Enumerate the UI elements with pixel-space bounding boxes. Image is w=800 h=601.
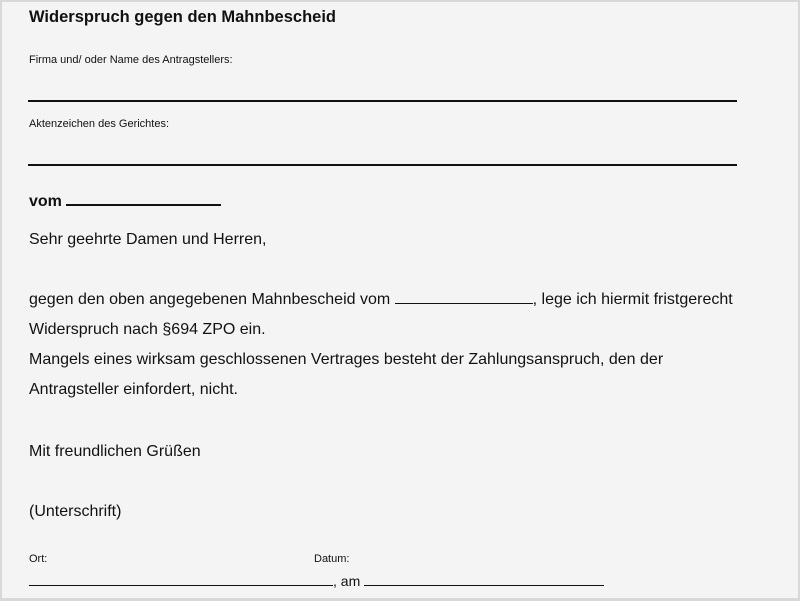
paragraph1-line1 <box>29 291 733 309</box>
place-date-row <box>29 573 604 589</box>
date-blank[interactable] <box>364 573 604 586</box>
para1-text-a: gegen den oben angegebenen Mahnbescheid vom <box>29 291 391 308</box>
place-blank[interactable] <box>29 573 333 586</box>
date-label: Datum: <box>314 553 350 565</box>
court-ref-field-line[interactable] <box>28 164 737 166</box>
court-ref-label: Aktenzeichen des Gerichtes: <box>29 118 170 130</box>
am-label: , am <box>333 573 361 589</box>
para1-text-b: , lege ich hiermit fristgerecht <box>532 291 733 308</box>
paragraph1-line2: Widerspruch nach §694 ZPO ein. <box>29 321 266 338</box>
applicant-field-line[interactable] <box>28 100 737 102</box>
vom-date-blank[interactable] <box>66 190 221 206</box>
vom-row <box>29 190 221 211</box>
place-label: Ort: <box>29 553 48 565</box>
paragraph2-line2: Antragsteller einfordert, nicht. <box>29 381 238 398</box>
paragraph2-line1: Mangels eines wirksam geschlossenen Vertrages besteht der Zahlungsanspruch, den der <box>29 351 664 368</box>
vom-label: vom <box>29 193 62 210</box>
salutation: Sehr geehrte Damen und Herren, <box>29 231 267 248</box>
closing: Mit freundlichen Grüßen <box>29 443 201 460</box>
signature-placeholder: (Unterschrift) <box>29 503 122 520</box>
mahnbescheid-date-blank[interactable] <box>395 291 533 304</box>
applicant-label: Firma und/ oder Name des Antragstellers: <box>29 54 233 66</box>
document-title: Widerspruch gegen den Mahnbescheid <box>29 8 336 26</box>
